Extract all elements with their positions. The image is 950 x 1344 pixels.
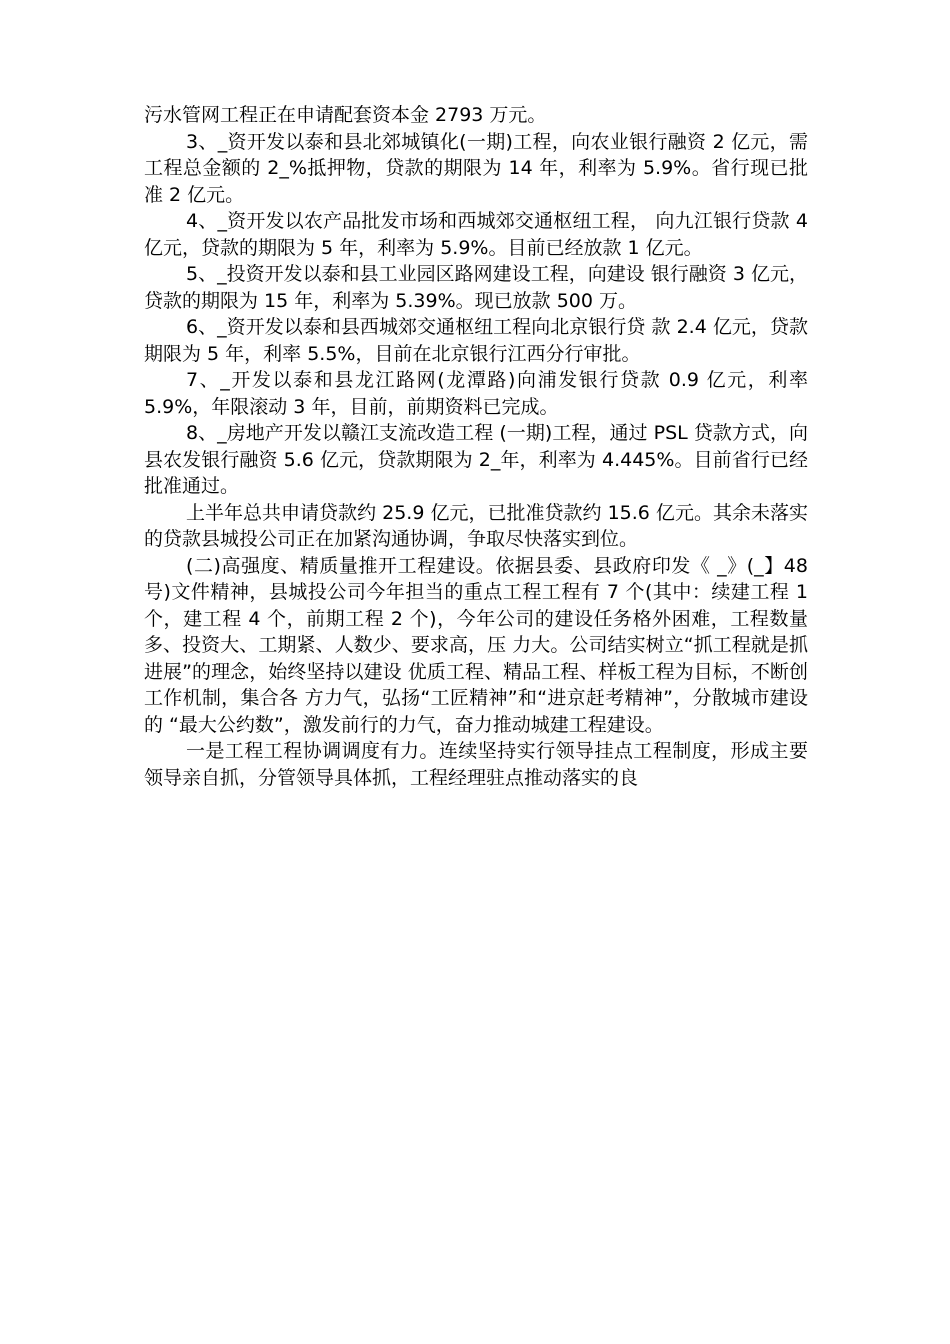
paragraph-item-7: 7、_开发以泰和县龙江路网(龙潭路)向浦发银行贷款 0.9 亿元，利率 5.9%，年限滚动 3 年，目前，前期资料已完成。: [144, 369, 808, 418]
paragraph-item-4: 4、_资开发以农产品批发市场和西城郊交通枢纽工程， 向九江银行贷款 4 亿元，贷款的期限为 5 年，利率为 5.9%。目前已经放款 1 亿元。: [144, 210, 808, 259]
paragraph-item-8: 8、_房地产开发以赣江支流改造工程 (一期)工程，通过 PSL 贷款方式，向县农发银行融资 5.6 亿元，贷款期限为 2_年，利率为 4.445%。目前省行已经批准通过。: [144, 422, 808, 497]
paragraph-sewer-funding: 污水管网工程正在申请配套资本金 2793 万元。: [144, 104, 547, 126]
paragraph-item-5: 5、_投资开发以泰和县工业园区路网建设工程，向建设 银行融资 3 亿元，贷款的期限为 15 年，利率为 5.39%。现已放款 500 万。: [144, 263, 808, 312]
paragraph-item-3: 3、_资开发以泰和县北郊城镇化(一期)工程，向农业银行融资 2 亿元，需工程总金额的 2_%抵押物，贷款的期限为 14 年，利率为 5.9%。省行现已批准 2 亿元。: [144, 130, 808, 206]
document-body: [144, 102, 808, 791]
paragraph-section-2: (二)高强度、精质量推开工程建设。依据县委、县政府印发《 _》(_】48 号)文件精神，县城投公司今年担当的重点工程工程有 7 个(其中：续建工程 1 个，建工程 4 个，前期工程 2 个)，今年公司的建设任务格外困难，工程数量多、投资大、工期紧、人数少、要求高，压 力大。公司结实树立“抓工程就是抓进展”的理念，始终坚持以建设 优质工程、精品工程、样板工程为目标，不断创工作机制，集合各 方力气，弘扬“工匠精神”和“进京赶考精神”，分散城市建设的 “最大公约数”，激发前行的力气，奋力推动城建工程建设。: [144, 554, 808, 736]
paragraph-coordination: 一是工程工程协调调度有力。连续坚持实行领导挂点工程制度，形成主要领导亲自抓，分管领导具体抓，工程经理驻点推动落实的良: [144, 740, 808, 789]
paragraph-item-6: 6、_资开发以泰和县西城郊交通枢纽工程向北京银行贷 款 2.4 亿元，贷款期限为 5 年，利率 5.5%，目前在北京银行江西分行审批。: [144, 316, 808, 365]
paragraph-loan-summary: 上半年总共申请贷款约 25.9 亿元，已批准贷款约 15.6 亿元。其余未落实的贷款县城投公司正在加紧沟通协调，争取尽快落实到位。: [144, 501, 808, 550]
